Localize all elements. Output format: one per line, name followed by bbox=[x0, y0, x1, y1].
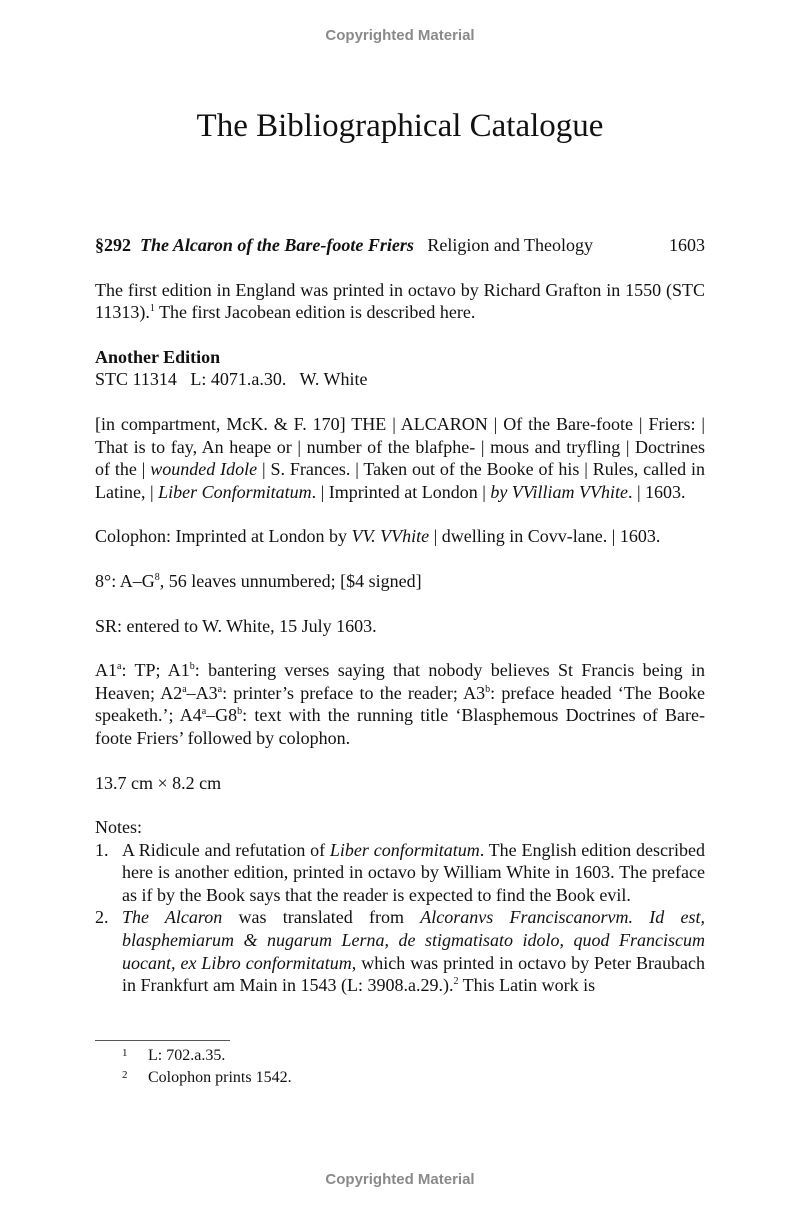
contents-text: –A3 bbox=[186, 682, 218, 703]
colophon-text: Colophon: Imprinted at London by bbox=[95, 526, 352, 547]
intro-text-cont: The first Jacobean edition is described here. bbox=[154, 302, 476, 323]
sig-sup: b bbox=[189, 661, 195, 673]
entry-title: The Alcaron of the Bare-foote Friers bbox=[140, 235, 414, 255]
sig-sup: a bbox=[201, 706, 207, 718]
watermark-bottom: Copyrighted Material bbox=[325, 1171, 475, 1188]
sig-sup: b bbox=[237, 706, 243, 718]
contents-text: : text with the running title ‘Blasphemous Doctrines of Bare-foote Friers’ followed by colophon. bbox=[95, 705, 705, 748]
colophon bbox=[95, 525, 705, 548]
notes-list bbox=[95, 839, 705, 997]
book-size: 13.7 cm × 8.2 cm bbox=[95, 772, 222, 793]
footnote-number: 2 bbox=[122, 1069, 128, 1081]
note-text: , which was printed in octavo by Peter Braubach in Frankfurt am Main in 1543 (L: 3908.a.29.). bbox=[122, 952, 705, 996]
collation-text: 8°: A–G bbox=[95, 570, 155, 591]
edition-block bbox=[95, 346, 705, 391]
note-italic: Alcoranvs Franciscanorvm. Id est, blasphemiarum & nugarum Lerna, de stigmatisato idolo, quod Franciscum uocant, ex Libro conformitatum bbox=[122, 907, 706, 973]
page-title: The Bibliographical Catalogue bbox=[196, 108, 604, 144]
colophon-text: | dwelling in Covv-lane. | 1603. bbox=[429, 526, 661, 547]
contents-text: : printer’s preface to the reader; A3 bbox=[222, 682, 486, 703]
collation bbox=[95, 570, 705, 593]
note-italic: The Alcaron bbox=[122, 907, 223, 928]
footnote-number: 1 bbox=[122, 1047, 128, 1059]
transcription-italic: wounded Idole bbox=[150, 459, 258, 480]
note-text: This Latin work is bbox=[458, 975, 596, 996]
notes-section bbox=[95, 816, 705, 997]
edition-stc: STC 11314 L: 4071.a.30. W. White bbox=[95, 369, 368, 390]
colophon-italic: VV. VVhite bbox=[351, 526, 430, 547]
sig-sup: a bbox=[182, 683, 187, 695]
sig-sup: a bbox=[217, 683, 223, 695]
entry-heading bbox=[95, 234, 593, 257]
transcription-italic: Liber Conformitatum bbox=[158, 481, 312, 502]
footnote-rule bbox=[95, 1040, 230, 1041]
note-text: A Ridicule and refutation of bbox=[122, 839, 330, 860]
note-text: . The English edition described here is another edition, printed in octavo by William White in 1603. The preface as if by the Book says that the reader is expected to find the Book evil. bbox=[122, 839, 705, 905]
note-number: 2. bbox=[95, 907, 109, 928]
entry-content bbox=[95, 234, 705, 997]
watermark-top: Copyrighted Material bbox=[325, 27, 475, 44]
note-italic: Liber conformitatum bbox=[329, 839, 480, 860]
note-number: 1. bbox=[95, 839, 109, 860]
contents-text: : preface headed ‘The Booke speaketh.’; A4 bbox=[95, 682, 705, 726]
entry-year: 1603 bbox=[669, 235, 705, 255]
sig: A1 bbox=[95, 660, 117, 681]
sr-entry: SR: entered to W. White, 15 July 1603. bbox=[95, 615, 377, 636]
note-item bbox=[95, 839, 705, 907]
sig-sup: a bbox=[117, 661, 122, 673]
contents-text: –G8 bbox=[206, 705, 238, 726]
footnote-item bbox=[122, 1067, 292, 1089]
transcription-text: [in compartment, McK. & F. 170] THE | ALCARON | Of the Bare-foote | Friers: | That is to fay, An heape or | number of the blafphe- | mous and tryfling | Doctrines of the | bbox=[95, 413, 705, 480]
transcription-italic: by VVilliam VVhite bbox=[490, 481, 628, 502]
footnote-text: L: 702.a.35. bbox=[148, 1047, 226, 1064]
contents-text: : TP; A1 bbox=[121, 660, 190, 681]
contents-text: : bantering verses saying that nobody believes St Francis being in Heaven; A2 bbox=[95, 660, 705, 703]
collation-sup: 8 bbox=[154, 571, 160, 583]
transcription-text: . | 1603. bbox=[627, 481, 686, 502]
entry-category: Religion and Theology bbox=[427, 235, 593, 255]
notes-label: Notes: bbox=[95, 817, 142, 838]
footnote-text: Colophon prints 1542. bbox=[148, 1069, 292, 1086]
sig-sup: b bbox=[485, 683, 491, 695]
contents-description bbox=[95, 659, 705, 749]
entry-header bbox=[95, 234, 705, 257]
intro-paragraph bbox=[95, 279, 705, 324]
transcription-text: . | Imprinted at London | bbox=[311, 481, 491, 502]
note-item bbox=[95, 906, 705, 996]
entry-number: §292 bbox=[95, 235, 131, 255]
footnotes bbox=[122, 1045, 292, 1089]
note-text: was translated from bbox=[222, 907, 421, 928]
footnote-ref-1: 1 bbox=[149, 303, 155, 315]
title-transcription bbox=[95, 413, 705, 503]
footnote-ref-2: 2 bbox=[453, 976, 459, 988]
intro-text: The first edition in England was printed in octavo by Richard Grafton in 1550 (STC 11313). bbox=[95, 279, 705, 323]
transcription-text: | S. Frances. | Taken out of the Booke of his | Rules, called in Latine, | bbox=[95, 459, 706, 502]
edition-heading: Another Edition bbox=[95, 346, 221, 367]
collation-text: , 56 leaves unnumbered; [$4 signed] bbox=[159, 570, 422, 591]
